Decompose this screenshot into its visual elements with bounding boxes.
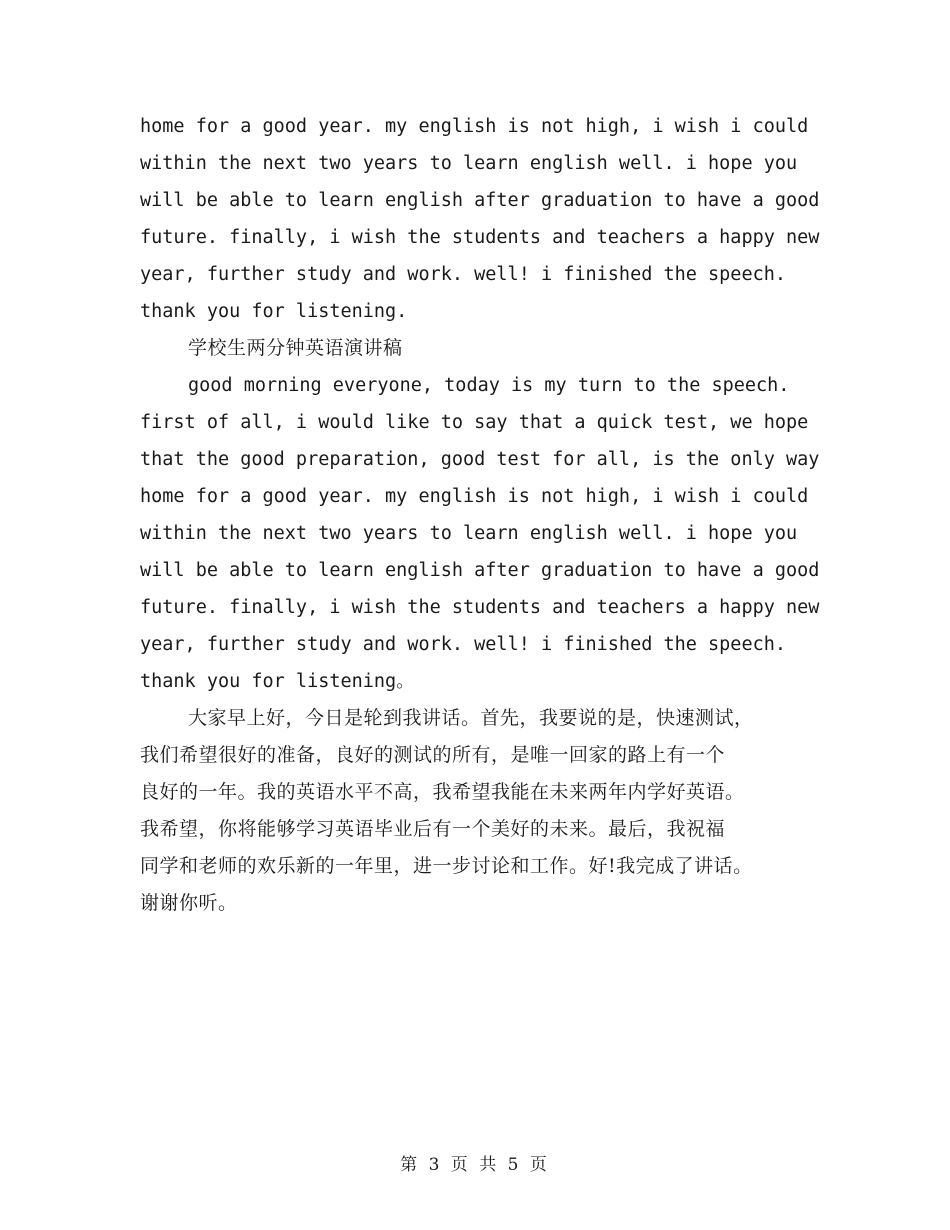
text-line: future. finally, i wish the students and teachers a happy new — [140, 597, 820, 618]
text-line: first of all, i would like to say that a quick test, we hope — [140, 412, 809, 433]
text-line: year, further study and work. well! i finished the speech. — [140, 264, 787, 285]
text-line: home for a good year. my english is not high, i wish i could — [140, 486, 809, 507]
section-heading: 学校生两分钟英语演讲稿 — [188, 337, 403, 359]
text-line: 我希望，你将能够学习英语毕业后有一个美好的未来。最后，我祝福 — [140, 818, 726, 840]
page-number-footer: 第 3 页 共 5 页 — [400, 1155, 550, 1175]
text-line: 谢谢你听。 — [140, 892, 238, 914]
text-line: home for a good year. my english is not high, i wish i could — [140, 116, 809, 137]
paragraph-first-line: 大家早上好，今日是轮到我讲话。首先，我要说的是，快速测试， — [188, 707, 754, 729]
paragraph-first-line: good morning everyone, today is my turn to the speech. — [188, 375, 790, 396]
text-line: 良好的一年。我的英语水平不高，我希望我能在未来两年内学好英语。 — [140, 781, 745, 803]
text-line: thank you for listening。 — [140, 671, 415, 692]
text-line: thank you for listening. — [140, 301, 408, 322]
text-line: will be able to learn english after graduation to have a good — [140, 560, 820, 581]
text-line: that the good preparation, good test for all, is the only way — [140, 449, 820, 470]
text-line: within the next two years to learn english well. i hope you — [140, 523, 798, 544]
text-line: within the next two years to learn english well. i hope you — [140, 153, 798, 174]
text-line: 我们希望很好的准备，良好的测试的所有，是唯一回家的路上有一个 — [140, 744, 726, 766]
document-body — [140, 108, 840, 922]
text-line: year, further study and work. well! i finished the speech. — [140, 634, 787, 655]
text-line: will be able to learn english after graduation to have a good — [140, 190, 820, 211]
text-line: future. finally, i wish the students and teachers a happy new — [140, 227, 820, 248]
text-line: 同学和老师的欢乐新的一年里，进一步讨论和工作。好!我完成了讲话。 — [140, 855, 753, 877]
